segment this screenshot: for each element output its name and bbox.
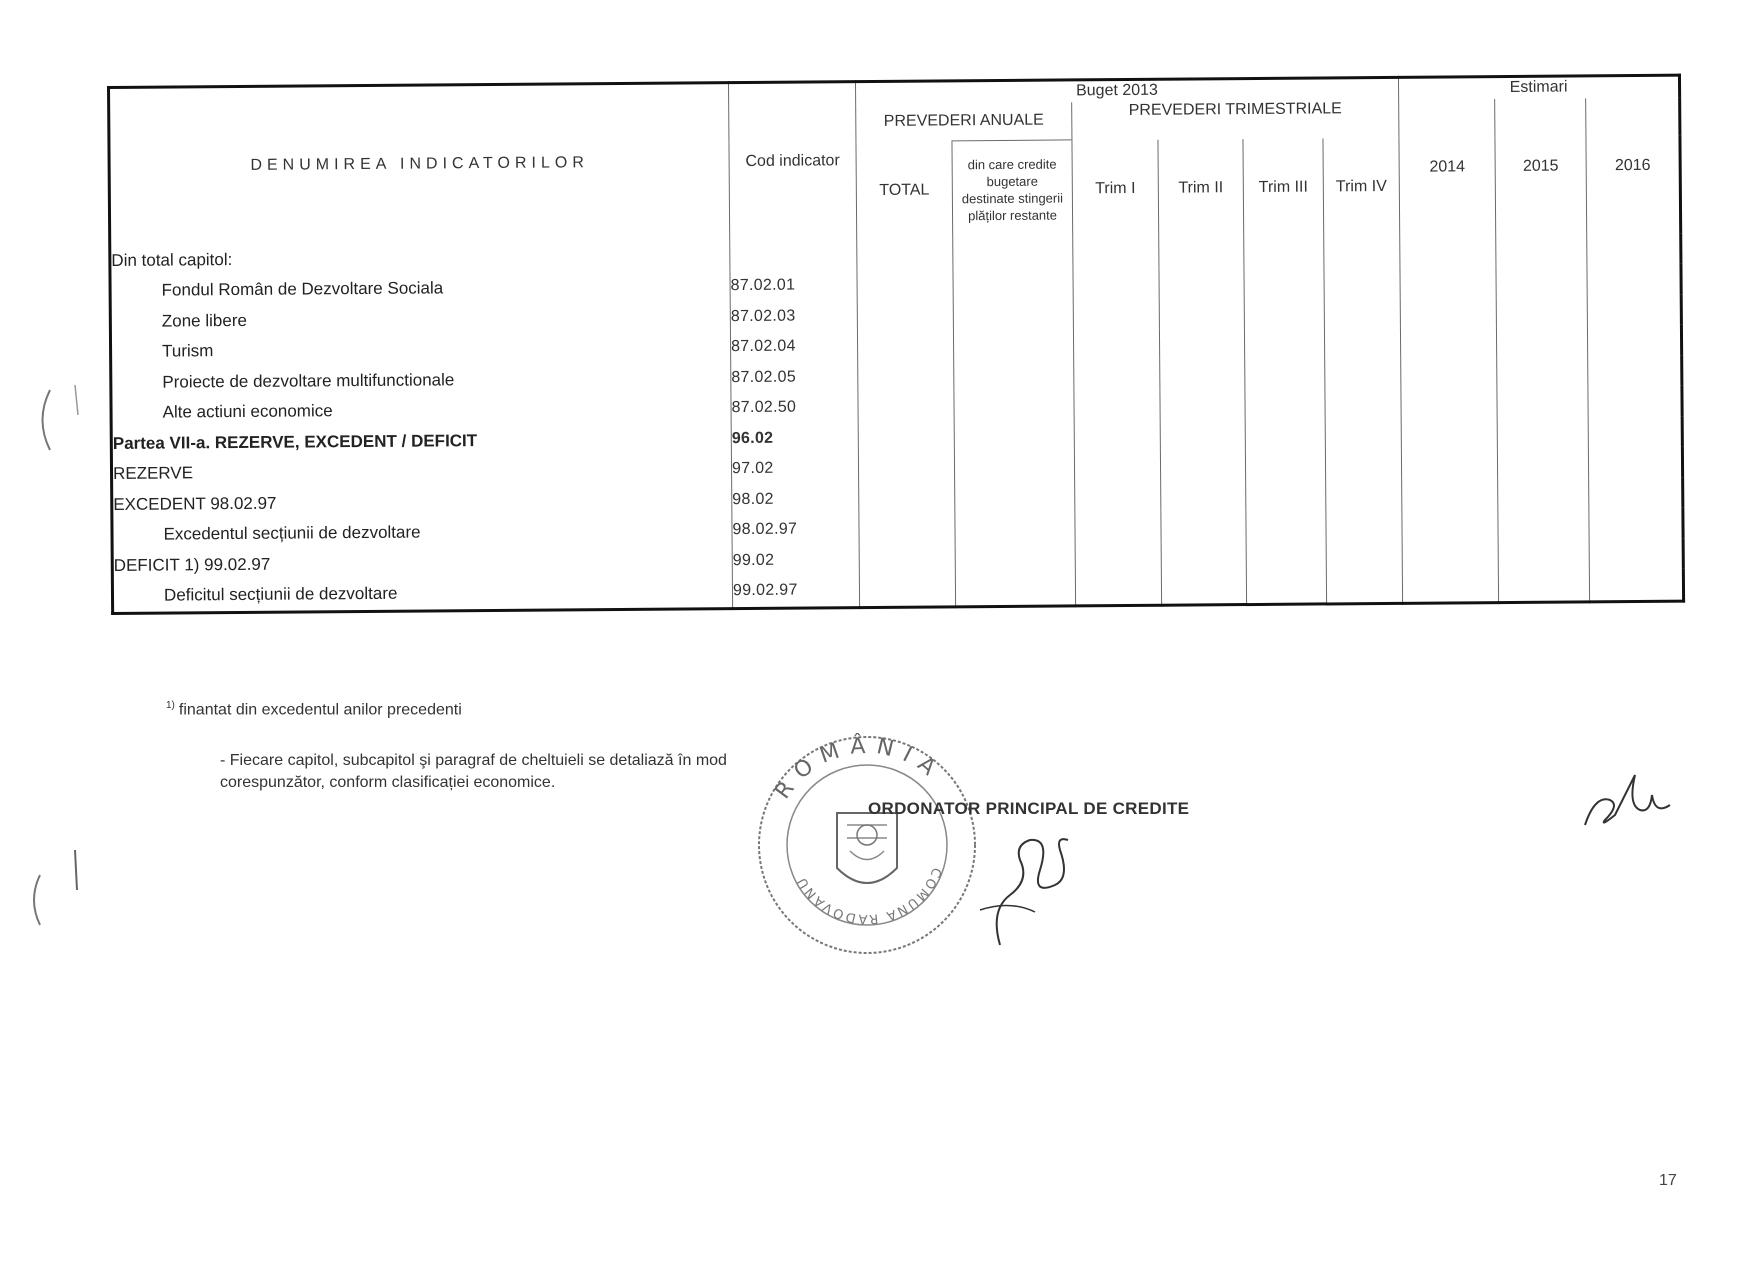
- budget-table: [107, 74, 1685, 615]
- row-name: Turism: [110, 332, 730, 367]
- svg-text:COMUNA RADOVANU: [794, 865, 944, 926]
- header-prevederi-trimestriale: PREVEDERI TRIMESTRIALE: [1072, 99, 1399, 140]
- header-trim-4: Trim IV: [1323, 137, 1400, 236]
- row-code: 99.02: [732, 545, 859, 576]
- page-number: 17: [1659, 1172, 1677, 1189]
- header-trim-3: Trim III: [1243, 138, 1324, 237]
- row-code: 87.02.05: [731, 362, 858, 393]
- row-name: EXCEDENT 98.02.97: [112, 485, 732, 520]
- row-code: 96.02: [731, 423, 858, 454]
- signature-secondary: [1580, 765, 1680, 835]
- header-year-2015: 2015: [1495, 98, 1587, 235]
- row-name: REZERVE: [111, 454, 731, 489]
- row-code: 87.02.01: [730, 270, 857, 301]
- header-trim-2: Trim II: [1158, 139, 1244, 238]
- row-name: Partea VII-a. REZERVE, EXCEDENT / DEFICIT: [111, 424, 731, 459]
- signature-main: [960, 800, 1090, 950]
- header-cod-indicator: Cod indicator: [728, 82, 856, 241]
- row-name: Excedentul secțiunii de dezvoltare: [112, 515, 732, 550]
- signature-title: ORDONATOR PRINCIPAL DE CREDITE: [868, 799, 1190, 818]
- row-name: Din total capitol:: [110, 241, 730, 276]
- svg-text:ROMÂNIA: [770, 733, 947, 804]
- header-year-2016: 2016: [1586, 97, 1681, 234]
- official-stamp: [755, 733, 980, 958]
- scan-hole-mark: [20, 840, 90, 930]
- header-trim-1: Trim I: [1072, 139, 1159, 238]
- footnote-mark: 1): [166, 700, 175, 711]
- stamp-outer-text: ROMÂNIA: [770, 733, 948, 804]
- footnote: [166, 700, 462, 719]
- row-name: Zone libere: [110, 302, 730, 337]
- row-name: Deficitul secțiunii de dezvoltare: [112, 576, 732, 613]
- row-code: 98.02.97: [732, 514, 859, 545]
- footnote-text: finantat din excedentul anilor precedenti: [178, 701, 462, 719]
- header-year-2014: 2014: [1399, 99, 1496, 236]
- row-name: Fondul Român de Dezvoltare Sociala: [110, 271, 730, 306]
- row-code: 87.02.04: [730, 331, 857, 362]
- header-din-care-credite: din care credite bugetare destinate stingerii plăților restante: [952, 140, 1073, 239]
- budget-table-wrapper: [107, 74, 1682, 635]
- row-code: 99.02.97: [732, 575, 859, 608]
- row-name: DEFICIT 1) 99.02.97: [112, 546, 732, 581]
- row-name: Alte actiuni economice: [111, 393, 731, 428]
- explanatory-note: - Fiecare capitol, subcapitol şi paragraf de cheltuieli se detaliază în mod corespunzător, conform clasificației economice.: [220, 752, 727, 791]
- row-code: 87.02.03: [730, 301, 857, 332]
- row-code: 97.02: [731, 453, 858, 484]
- row-code: 87.02.50: [731, 392, 858, 423]
- row-code: [730, 240, 857, 271]
- header-prevederi-anuale: PREVEDERI ANUALE: [856, 102, 1072, 142]
- header-total: TOTAL: [856, 141, 953, 240]
- header-estimari: Estimari: [1399, 75, 1680, 99]
- header-buget-2013: Buget 2013: [855, 77, 1398, 103]
- row-name: Proiecte de dezvoltare multifunctionale: [111, 363, 731, 398]
- header-denumire: DENUMIREA INDICATORILOR: [109, 83, 730, 246]
- stamp-inner-text: COMUNA RADOVANU: [794, 865, 944, 927]
- scan-hole-mark: [30, 380, 90, 460]
- coat-of-arms-icon: [837, 813, 897, 883]
- row-code: 98.02: [732, 484, 859, 515]
